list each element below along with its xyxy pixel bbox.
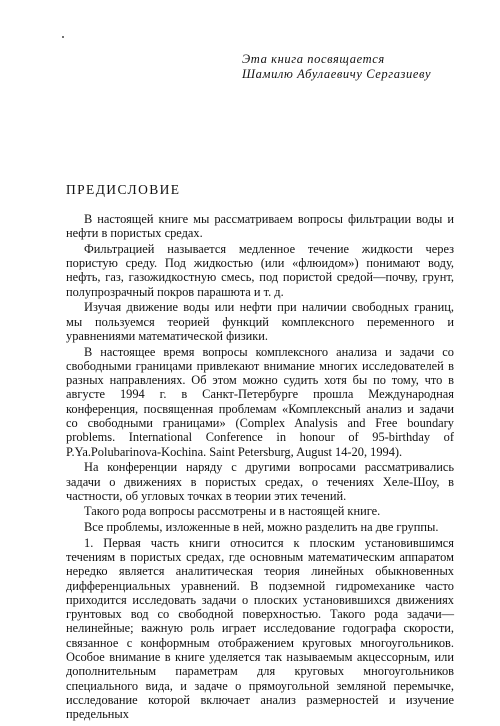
paragraph: Все проблемы, изложенные в ней, можно разделить на две группы. xyxy=(84,520,439,535)
dedication xyxy=(242,52,482,82)
section-heading: ПРЕДИСЛОВИЕ xyxy=(66,182,181,197)
page-speck xyxy=(62,36,64,38)
dedication-line-2: Шамилю Абулаевичу Сергазиеву xyxy=(242,67,432,81)
dedication-line-1: Эта книга посвящается xyxy=(242,52,385,66)
paragraph: Такого рода вопросы рассмотрены и в настоящей книге. xyxy=(84,504,381,519)
paragraph: 1. Первая часть книги относится к плоским установившимся течениям в пористых средах, где основным математическим аппаратом нередко является аналитическая теория линейных обыкновенных дифференциальных уравнений. В подземной гидромеханике часто приходится исследовать задачи о плоских установившихся движениях грунтовых вод со свободной поверхностью. Такого рода задачи—нелинейные; важную роль играет исследование годографа скорости, связанное с конформным отображением круговых многоугольников. Особое внимание в книге уделяется так называемым акцессорным, или дополнительным параметрам для круговых многоугольников специального вида, и задаче о прямоугольной земляной перемычке, исследование которой включает анализ размерностей и изучение предельных xyxy=(66,535,454,722)
paragraph: В настоящей книге мы рассматриваем вопросы фильтрации воды и нефти в пористых средах. xyxy=(66,212,454,241)
paragraph: Фильтрацией называется медленное течение жидкости через пористую среду. Под жидкостью (или «флюидом») понимают воду, нефть, газ, газожидкостную смесь, под пористой средой—почву, грунт, полупрозрачный покров парашюта и т. д. xyxy=(66,241,454,299)
paragraph: Изучая движение воды или нефти при наличии свободных границ, мы пользуемся теорией функций комплексного переменного и уравнениями математической физики. xyxy=(66,300,454,343)
body-text xyxy=(66,212,454,723)
paragraph: На конференции наряду с другими вопросами рассматривались задачи о движениях в пористых средах, о течениях Хеле-Шоу, в частности, об угловых точках в теории этих течений. xyxy=(66,460,454,503)
paragraph: В настоящее время вопросы комплексного анализа и задачи со свободными границами привлекают внимание многих исследователей в разных направлениях. Об этом можно судить хотя бы по тому, что в августе 1994 г. в Санкт-Петербурге прошла Международная конференция, посвященная проблемам «Комплексный анализ и задачи со свободными границами» (Complex Analysis and Free boundary problems. International Conference in honour of 95-birthday of P.Ya.Polubarinova-Kochina. Saint Petersburg, August 14-20, 1994). xyxy=(66,344,454,459)
